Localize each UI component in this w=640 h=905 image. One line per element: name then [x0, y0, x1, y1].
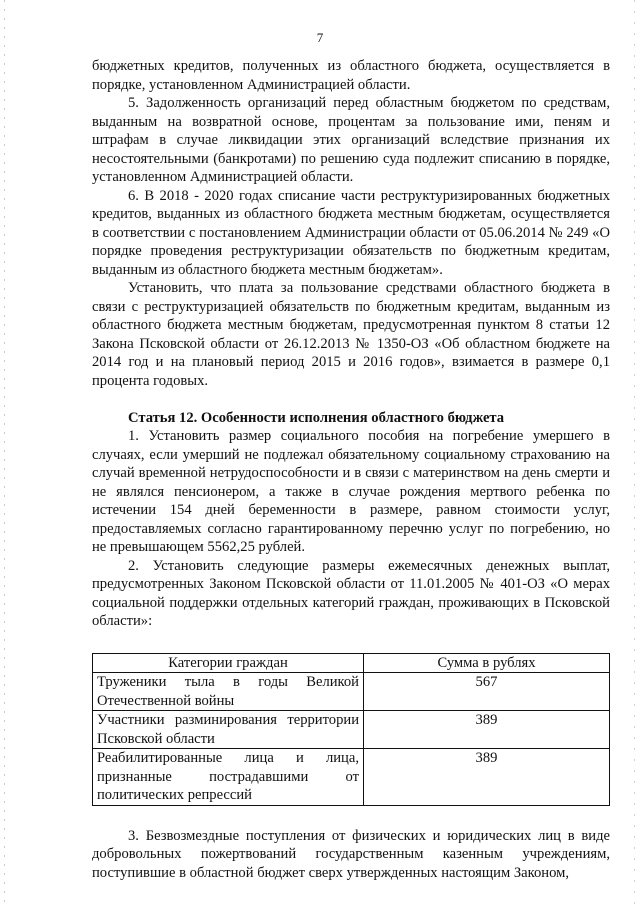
table-row: [93, 711, 610, 749]
article-12-title: Статья 12. Особенности исполнения областного бюджета: [128, 409, 505, 426]
category-cell: [93, 749, 364, 806]
table-row: [93, 749, 610, 806]
paragraph-item-5: 5. Задолженность организаций перед областным бюджетом по средствам, выданным на возвратной основе, процентам за пользование ими, пеням и штрафам в случае ликвидации этих организаций вследствие признания их несостоятельными (банкротами) по решению суда подлежит списанию в порядке, установленном Администрацией области.: [92, 95, 610, 185]
scan-edge-right: [634, 0, 635, 905]
category-line: Реабилитированные лица и лица,: [97, 750, 359, 766]
page-number: 7: [316, 30, 324, 45]
category-line: признанные пострадавшими от: [97, 768, 359, 785]
category-cell: [93, 711, 364, 749]
paragraph-fee-rule: Установить, что плата за пользование средствами областного бюджета в связи с реструктуризацией обязательств по бюджетным кредитам, выданным из областного бюджета местным бюджетам, предусмотренная пунктом 8 статьи 12 Закона Псковской области от 26.12.2013 № 1350-ОЗ «Об областном бюджете на 2014 год и на плановый период 2015 и 2016 годов», взимается в размере 0,1 процента годовых.: [92, 280, 610, 389]
amount-cell: 567: [364, 673, 610, 711]
amount-cell: 389: [364, 711, 610, 749]
category-line: политических репрессий: [97, 787, 252, 803]
article-12-item-2: 2. Установить следующие размеры ежемесячных денежных выплат, предусмотренных Законом Псковской области от 11.01.2005 № 401-ОЗ «О мерах социальной поддержки отдельных категорий граждан, проживающих в Псковской области»:: [92, 557, 610, 629]
table-row: [93, 673, 610, 711]
document-body: [92, 57, 610, 882]
category-line: Отечественной войны: [97, 692, 235, 709]
category-line: Псковской области: [97, 730, 215, 747]
article-12-item-1: 1. Установить размер социального пособия на погребение умершего в случаях, если умерший не подлежал обязательному социальному страхованию на случай временной нетрудоспособности и в связи с материнством на день смерти и не являлся пенсионером, а также в случае рождения мертвого ребенка по истечении 154 дней беременности в размере, равном стоимости услуг, предоставляемых согласно гарантированному перечню услуг по погребению, но не превышающем 5562,25 рублей.: [92, 428, 610, 555]
paragraph-item-6: 6. В 2018 - 2020 годах списание части реструктуризированных бюджетных кредитов, выданных из областного бюджета местным бюджетам, осуществляется в соответствии с постановлением Администрации области от 05.06.2014 № 249 «О порядке проведения реструктуризации обязательств по бюджетным кредитам, выданным из областного бюджета местным бюджетам».: [92, 187, 610, 278]
header-amount: Сумма в рублях: [364, 653, 610, 673]
paragraph-continuation: бюджетных кредитов, полученных из областного бюджета, осуществляется в порядке, установленном Администрацией области.: [92, 58, 610, 93]
payments-table: [92, 653, 610, 806]
category-line: Участники разминирования территории: [97, 712, 359, 728]
category-cell: [93, 673, 364, 711]
table-header-row: [93, 653, 610, 673]
scan-edge-left: [4, 0, 5, 905]
header-category: Категории граждан: [93, 653, 364, 673]
category-line: Труженики тыла в годы Великой: [97, 674, 359, 690]
amount-cell: 389: [364, 749, 610, 806]
article-12-item-3: 3. Безвозмездные поступления от физических и юридических лиц в виде добровольных пожертвований государственным казенным учреждениям, поступившие в областной бюджет сверх утвержденных настоящим Законом,: [92, 827, 610, 881]
